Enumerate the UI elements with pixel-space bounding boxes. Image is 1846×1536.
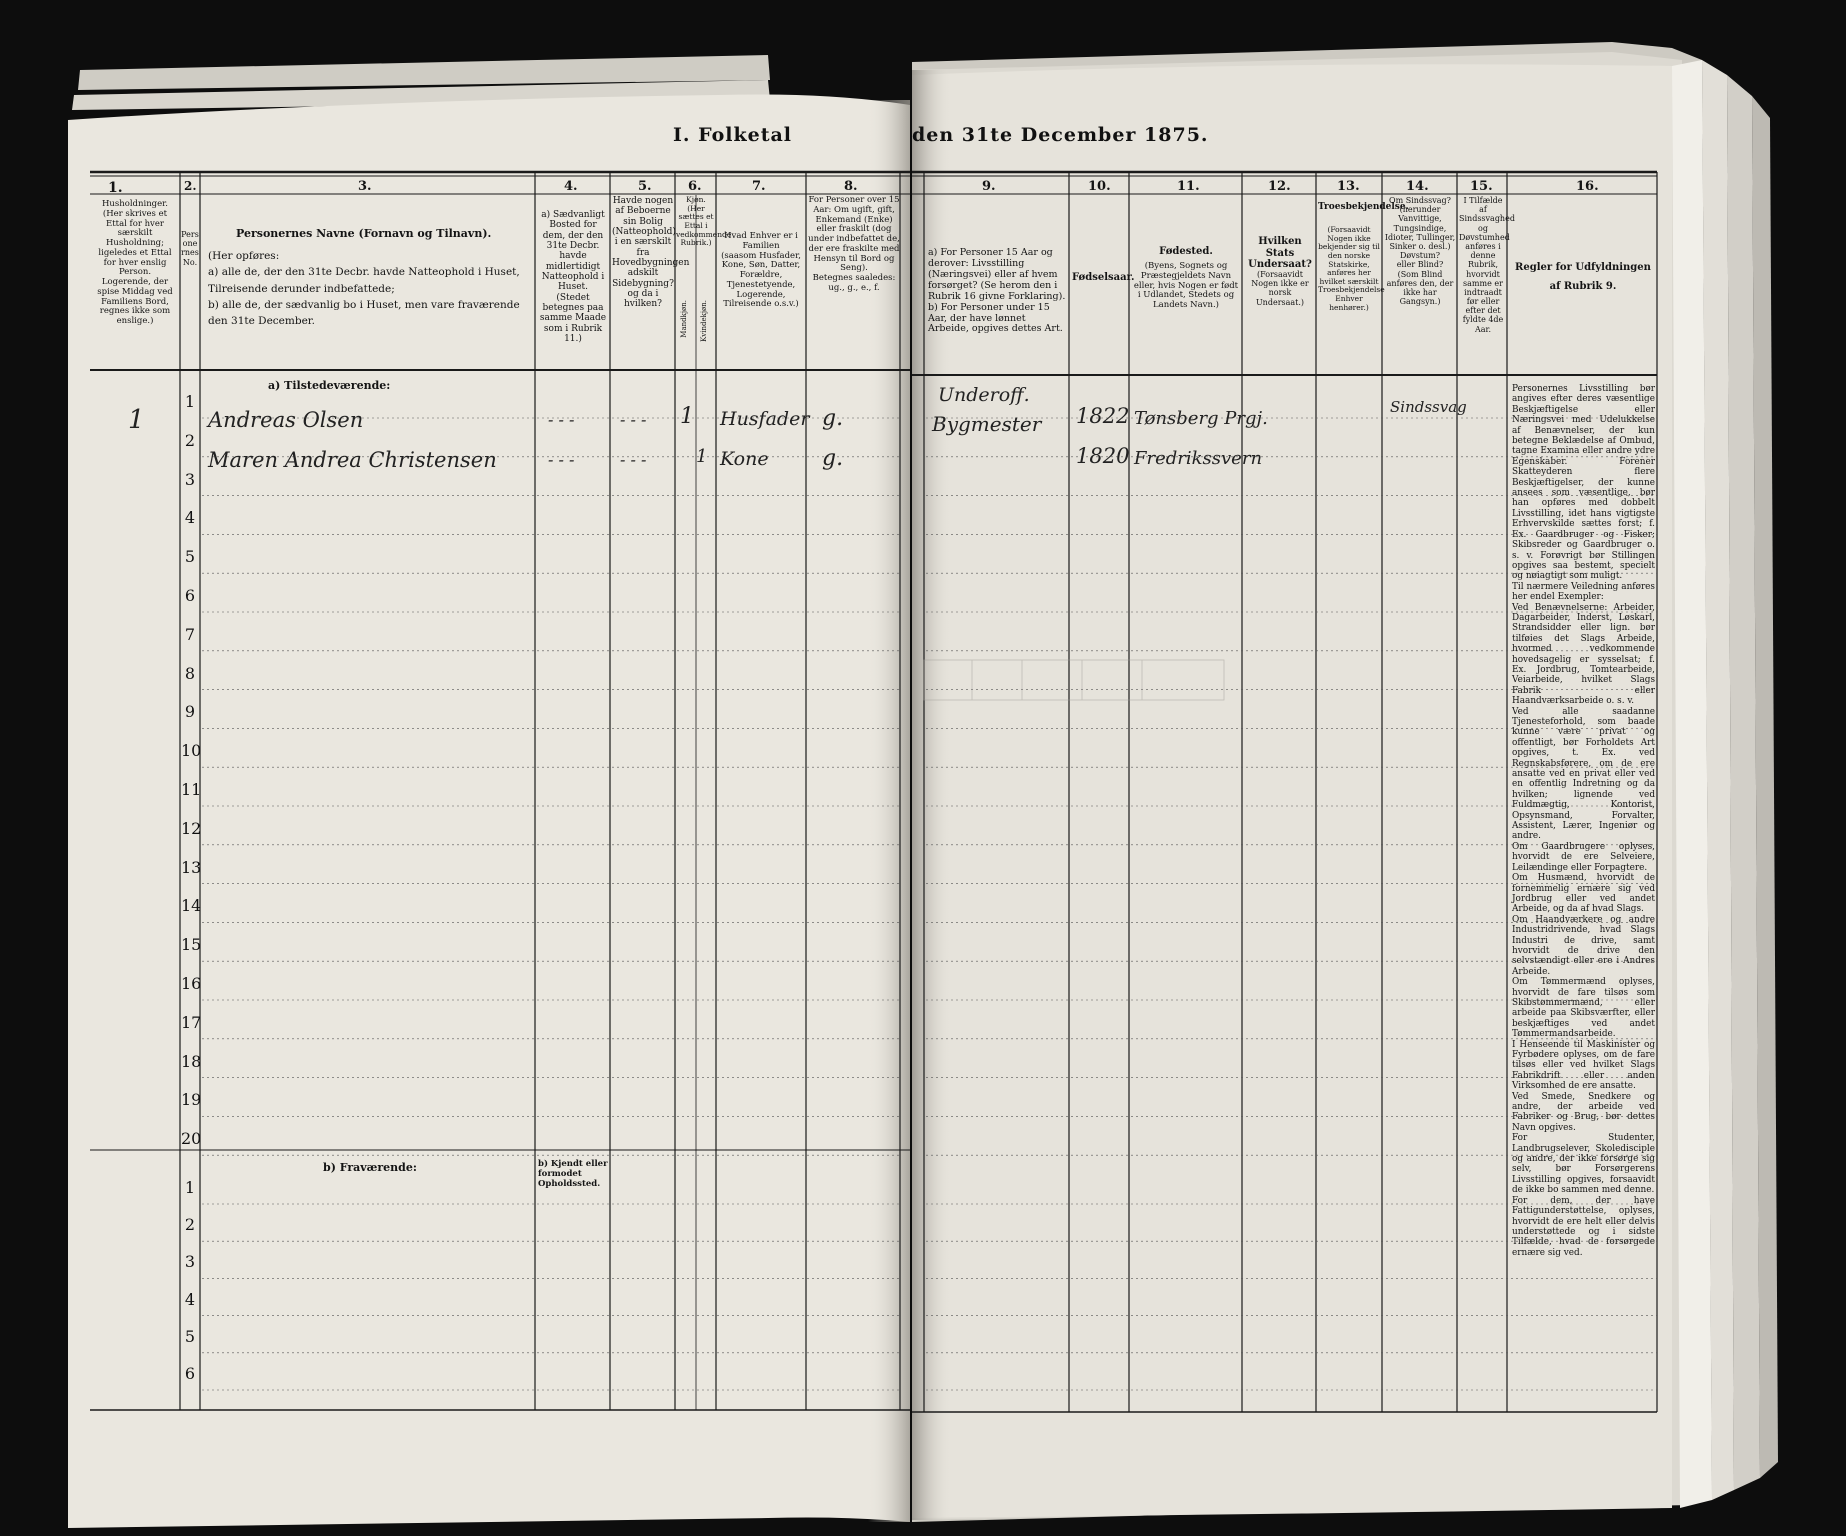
row-number: 7	[184, 624, 196, 644]
col11-title: Fødested.	[1159, 246, 1213, 257]
col14-header: Om Sindssvag? (herunder Vanvittige, Tungsindige, Idioter, Tullinger, Sinker o. desl.) Døvstum? eller Blind? (Som Blind anføres den, der ikke har Gangsyn.)	[1384, 196, 1456, 307]
absent-c4-label: b) Kjendt eller formodet Opholdssted.	[538, 1159, 608, 1189]
row-number: 4	[184, 508, 196, 528]
col12-number: 12.	[1268, 179, 1291, 194]
col4-header: a) Sædvanligt Bosted for dem, der den 31te Decbr. havde midlertidigt Natteophold i Huset. (Stedet betegnes paa samme Maade som i Rubrik 11.)	[539, 210, 607, 345]
col3-title: Personernes Navne (Fornavn og Tilnavn).	[236, 227, 492, 240]
col6-header: Kjøn. (Her sættes et Ettal i vedkommende Rubrik.)	[676, 195, 732, 248]
col7-number: 7.	[752, 179, 766, 194]
entry-1-c5: - - -	[620, 410, 647, 429]
col5-number: 5.	[638, 179, 652, 194]
entry-2-role: Kone	[720, 448, 769, 470]
entry-2-birth-year: 1820	[1076, 444, 1130, 468]
entry-2-c5: - - -	[620, 450, 647, 469]
entry-2-sex: 1	[696, 446, 708, 467]
row-number: 3	[184, 469, 196, 489]
entry-1-condition: Sindssvag	[1390, 398, 1467, 416]
entry-1-birthplace: Tønsberg Prgj.	[1134, 408, 1268, 429]
col6-number: 6.	[688, 179, 702, 194]
row-number: 11	[181, 780, 202, 799]
absent-section-label: b) Fraværende:	[323, 1161, 417, 1174]
col12-header: (Forsaavidt Nogen ikke er norsk Undersaat.)	[1251, 270, 1309, 307]
col10-number: 10.	[1088, 179, 1111, 194]
col6-male: Mandkjøn.	[680, 300, 688, 338]
col16-header: Regler for Udfyldningen af Rubrik 9.	[1515, 262, 1651, 292]
row-number: 12	[181, 818, 202, 838]
col3-header: (Her opføres: a) alle de, der den 31te Decbr. havde Natteophold i Huset, Tilreisende derunder indbefattede; b) alle de, der sædvanlig bo i Huset, men vare fraværende den 31te December.	[208, 250, 520, 328]
col15-number: 15.	[1470, 179, 1493, 194]
col4-number: 4.	[564, 179, 578, 194]
row-number: 18	[181, 1051, 202, 1071]
col16-number: 16.	[1576, 179, 1599, 194]
col9-header: a) For Personer 15 Aar og derover: Livsstilling (Næringsvei) eller af hvem forsørget? (Se herom den i Rubrik 16 givne Forklaring). b) For Personer under 15 Aar, der have lønnet Arbeide, opgives dettes Art.	[928, 247, 1066, 335]
row-number: 20	[181, 1129, 202, 1149]
col8-number: 8.	[844, 179, 858, 194]
row-number: 6	[184, 586, 196, 605]
row-number: 2	[184, 1215, 196, 1235]
entry-1-c4: - - -	[548, 410, 575, 429]
entry-1-name: Andreas Olsen	[208, 408, 364, 432]
col15-header: I Tilfælde af Sindssvaghed og Døvstumhed anføres i denne Rubrik, hvorvidt samme er indtraadt før eller efter det fyldte 4de Aar.	[1459, 196, 1515, 334]
row-number: 5	[184, 547, 196, 567]
row-number: 9	[184, 702, 196, 722]
col3-number: 3.	[358, 179, 372, 194]
col13-title: Troesbekjendelse.	[1318, 202, 1409, 212]
row-number: 5	[184, 1326, 196, 1346]
row-number: 8	[184, 663, 196, 683]
row-number: 10	[181, 741, 202, 761]
present-section-label: a) Tilstedeværende:	[268, 379, 391, 392]
row-number: 16	[181, 974, 202, 993]
entry-1-marital: g.	[822, 406, 844, 431]
row-number: 1	[184, 392, 196, 411]
row-number: 6	[184, 1364, 196, 1383]
entry-2-marital: g.	[822, 446, 844, 471]
col13-header: (Forsaavidt Nogen ikke bekjender sig til den norske Statskirke, anføres her hvilket særskilt Troesbekjendelse Enhver henhører.)	[1318, 225, 1385, 312]
entry-1-sex: 1	[680, 404, 694, 429]
entry-2-name: Maren Andrea Christensen	[208, 448, 497, 472]
row-number: 2	[184, 430, 196, 450]
rules-text: Personernes Livsstilling bør angives efter deres væsentlige Beskjæftigelse eller Næringsvei med Udelukkelse af Benævnelser, der kun betegne Beklædelse af Ombud, tagne Examina eller andre ydre Egenskaber. Forener Skatteyderen flere Beskjæftigelser, der kunne ansees som væsentlige, bør han opføres med dobbelt Livsstilling, idet hans vigtigste Erhvervskilde sættes forst; f. Ex. Gaardbruger og Fisker; Skibsreder og Gaardbruger o. s. v. Forøvrigt bør Stillingen opgives saa bestemt, specielt og nøiagtigt som muligt. Til nærmere Veiledning anføres her endel Exempler: Ved Benævnelserne: Arbeider, Dagarbeider, Inderst, Løskarl, Strandsidder eller lign. bør tilføies det Slags Arbeide, hvormed vedkommende hovedsagelig er sysselsat; f. Ex. Jordbrug, Tomtearbeide, Veiarbeide, hvilket Slags Fabrik eller Haandværksarbeide o. s. v. Ved alle saadanne Tjenesteforhold, som baade kunne være privat og offentligt, bør Forholdets Art opgives, t. Ex. ved Regnskabsførere, om de ere ansatte ved en privat eller ved en offentlig Indretning og da hvilken; lignende ved Fuldmægtig, Kontorist, Opsynsmand, Forvalter, Assistent, Lærer, Ingeniør og andre. Om Gaardbrugere oplyses, hvorvidt de ere Selveiere, Leilændinge eller Forpagtere. Om Husmænd, hvorvidt de fornemmelig ernære sig ved Jordbrug eller ved andet Arbeide, og da af hvad Slags. Om Haandværkere og andre Industridrivende, hvad Slags Industri de drive, samt hvorvidt de drive den selvstændigt eller ere i Andres Arbeide. Om Tømmermænd oplyses, hvorvidt de fare tilsøs som Skibstømmermænd, eller arbeide paa Skibsværfter, eller beskjæftiges ved andet Tømmermandsarbeide. I Henseende til Maskinister og Fyrbødere oplyses, om de fare tilsøs eller ved hvilket Slags Fabrikdrift eller anden Virksomhed de ere ansatte. Ved Smede, Snedkere og andre, der arbeide ved Fabriker og Brug, bør dettes Navn opgives. For Studenter, Landbrugselever, Skoledisciple og andre, der ikke forsørge sig selv, bør Forsørgerens Livsstilling opgives, forsaavidt de ikke bo sammen med denne. For dem, der have Fattigunderstøttelse, oplyses, hvorvidt de ere helt eller delvis understøttede og i sidste Tilfælde, hvad de forsørgede ernære sig ved.	[1512, 384, 1655, 1258]
col1-header: Husholdninger. (Her skrives et Ettal for hver særskilt Husholdning; ligeledes et Ettal for hver enslig Person. Logerende, der spise Middag ved Familiens Bord, regnes ikke som enslige.)	[97, 199, 173, 327]
col11-header: (Byens, Sognets og Præstegjeldets Navn eller, hvis Nogen er født i Udlandet, Stedets og Landets Navn.)	[1133, 261, 1239, 311]
row-number: 17	[181, 1012, 202, 1032]
col8-header: For Personer over 15 Aar: Om ugift, gift, Enkemand (Enke) eller fraskilt (dog under indbefattet de, der ere fraskilte med Hensyn til Bord og Seng). Betegnes saaledes: ug., g., e., f.	[808, 195, 900, 293]
row-number: 3	[184, 1252, 196, 1272]
row-number: 15	[181, 935, 202, 955]
entry-1-occupation-a: Underoff.	[938, 384, 1030, 406]
right-page	[912, 0, 1784, 1536]
left-page	[68, 0, 910, 1536]
entry-1-household: 1	[128, 405, 145, 435]
col7-header: Hvad Enhver er i Familien (saasom Husfader, Kone, Søn, Datter, Forældre, Tjenestetyende, Logerende, Tilreisende o.s.v.)	[721, 231, 801, 310]
row-number: 1	[184, 1178, 196, 1197]
row-number: 4	[184, 1289, 196, 1309]
col6-female: Kvindekjøn.	[700, 300, 708, 342]
col10-header: Fødselsaar.	[1072, 272, 1135, 283]
col9-number: 9.	[982, 179, 996, 194]
row-number: 14	[181, 896, 202, 916]
entry-2-birthplace: Fredrikssvern	[1134, 448, 1263, 469]
col13-number: 13.	[1337, 179, 1360, 194]
col2-number: 2.	[184, 179, 197, 193]
entry-2-c4: - - -	[548, 450, 575, 469]
col1-number: 1.	[108, 180, 123, 196]
entry-1-occupation-b: Bygmester	[932, 412, 1042, 436]
col5-header: Havde nogen af Beboerne sin Bolig (Natteophold) i en særskilt fra Hovedbygningen adskilt Sidebygning? og da i hvilken?	[612, 196, 690, 310]
col2-header: Personernes No.	[181, 230, 199, 267]
col11-number: 11.	[1177, 179, 1200, 194]
row-number: 19	[181, 1090, 202, 1110]
col14-number: 14.	[1406, 179, 1429, 194]
row-number: 13	[181, 857, 202, 877]
entry-1-role: Husfader	[720, 408, 810, 430]
col12-title: Hvilken Stats Undersaat?	[1248, 236, 1312, 270]
title-right: den 31te December 1875.	[912, 124, 1209, 146]
entry-1-birth-year: 1822	[1076, 404, 1130, 428]
title-left: I. Folketal	[673, 124, 793, 146]
